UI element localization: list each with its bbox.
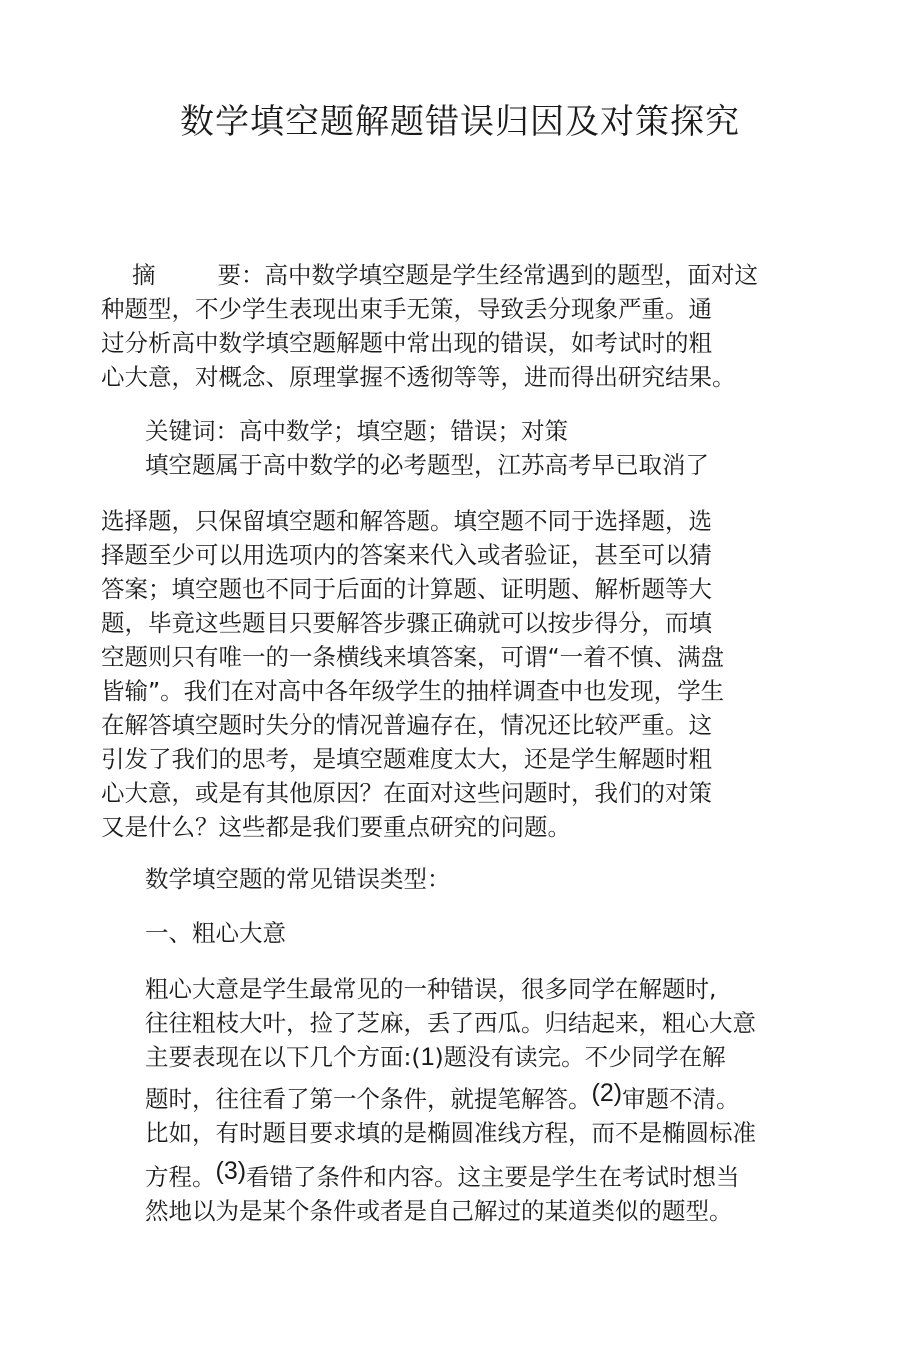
body-line-2: 往往粗枝大叶，捡了芝麻，丢了西瓜。归结起来，粗心大意 — [145, 1009, 756, 1037]
list-number-2: (2) — [591, 1079, 623, 1107]
list-number-3: (3) — [215, 1157, 247, 1185]
body-line-7: 然地以为是某个条件或者是自己解过的某道类似的题型。 — [145, 1197, 733, 1225]
body-line-6-post: 看错了条件和内容。这主要是学生在考试时想当 — [246, 1163, 740, 1191]
abstract-line-3: 过分析高中数学填空题解题中常出现的错误，如考试时的粗 — [101, 329, 712, 357]
abstract-text: 高中数学填空题是学生经常遇到的题型，面对这 — [264, 261, 758, 289]
abstract-label-second: 要： — [217, 261, 265, 289]
intro-line-first: 填空题属于高中数学的必考题型，江苏高考早已取消了 — [145, 451, 709, 479]
intro-line-1: 选择题，只保留填空题和解答题。填空题不同于选择题，选 — [101, 507, 712, 535]
body-line-3 — [145, 1040, 726, 1074]
intro-line-10: 又是什么？这些都是我们要重点研究的问题。 — [101, 813, 571, 841]
intro-line-2: 择题至少可以用选项内的答案来代入或者验证，甚至可以猜 — [101, 541, 712, 569]
intro-line-7: 在解答填空题时失分的情况普遍存在，情况还比较严重。这 — [101, 711, 712, 739]
body-line-3-post: )题没有读完。不少同学在解 — [434, 1043, 726, 1071]
page-title: 数学填空题解题错误归因及对策探究 — [180, 102, 740, 142]
abstract-line-1 — [132, 258, 758, 292]
list-number-1: 1 — [420, 1043, 435, 1071]
section-intro: 数学填空题的常见错误类型： — [145, 865, 451, 893]
section-heading: 一、粗心大意 — [145, 919, 286, 947]
intro-line-3: 答案；填空题也不同于后面的计算题、证明题、解析题等大 — [101, 575, 712, 603]
abstract-line-2: 种题型，不少学生表现出束手无策，导致丢分现象严重。通 — [101, 295, 712, 323]
intro-line-9: 心大意，或是有其他原因？在面对这些问题时，我们的对策 — [101, 779, 712, 807]
body-line-6 — [145, 1157, 740, 1194]
body-line-3-pre: 主要表现在以下几个方面:( — [145, 1043, 421, 1071]
body-line-4-pre: 题时，往往看了第一个条件，就提笔解答。 — [145, 1085, 592, 1113]
body-line-4-post: 审题不清。 — [622, 1085, 740, 1113]
intro-line-6: 皆输”。我们在对高中各年级学生的抽样调查中也发现，学生 — [101, 677, 725, 705]
body-line-1: 粗心大意是学生最常见的一种错误，很多同学在解题时, — [145, 975, 717, 1003]
abstract-label-first: 摘 — [132, 261, 156, 289]
keywords-line: 关键词：高中数学；填空题；错误；对策 — [145, 417, 568, 445]
body-line-4 — [145, 1079, 740, 1116]
intro-line-5: 空题则只有唯一的一条横线来填答案，可谓“一着不慎、满盘 — [101, 643, 725, 671]
body-line-5: 比如，有时题目要求填的是椭圆准线方程，而不是椭圆标准 — [145, 1119, 756, 1147]
intro-line-8: 引发了我们的思考，是填空题难度太大，还是学生解题时粗 — [101, 745, 712, 773]
abstract-line-4: 心大意，对概念、原理掌握不透彻等等，进而得出研究结果。 — [101, 363, 736, 391]
body-line-6-pre: 方程。 — [145, 1163, 216, 1191]
intro-line-4: 题，毕竟这些题目只要解答步骤正确就可以按步得分，而填 — [101, 609, 712, 637]
